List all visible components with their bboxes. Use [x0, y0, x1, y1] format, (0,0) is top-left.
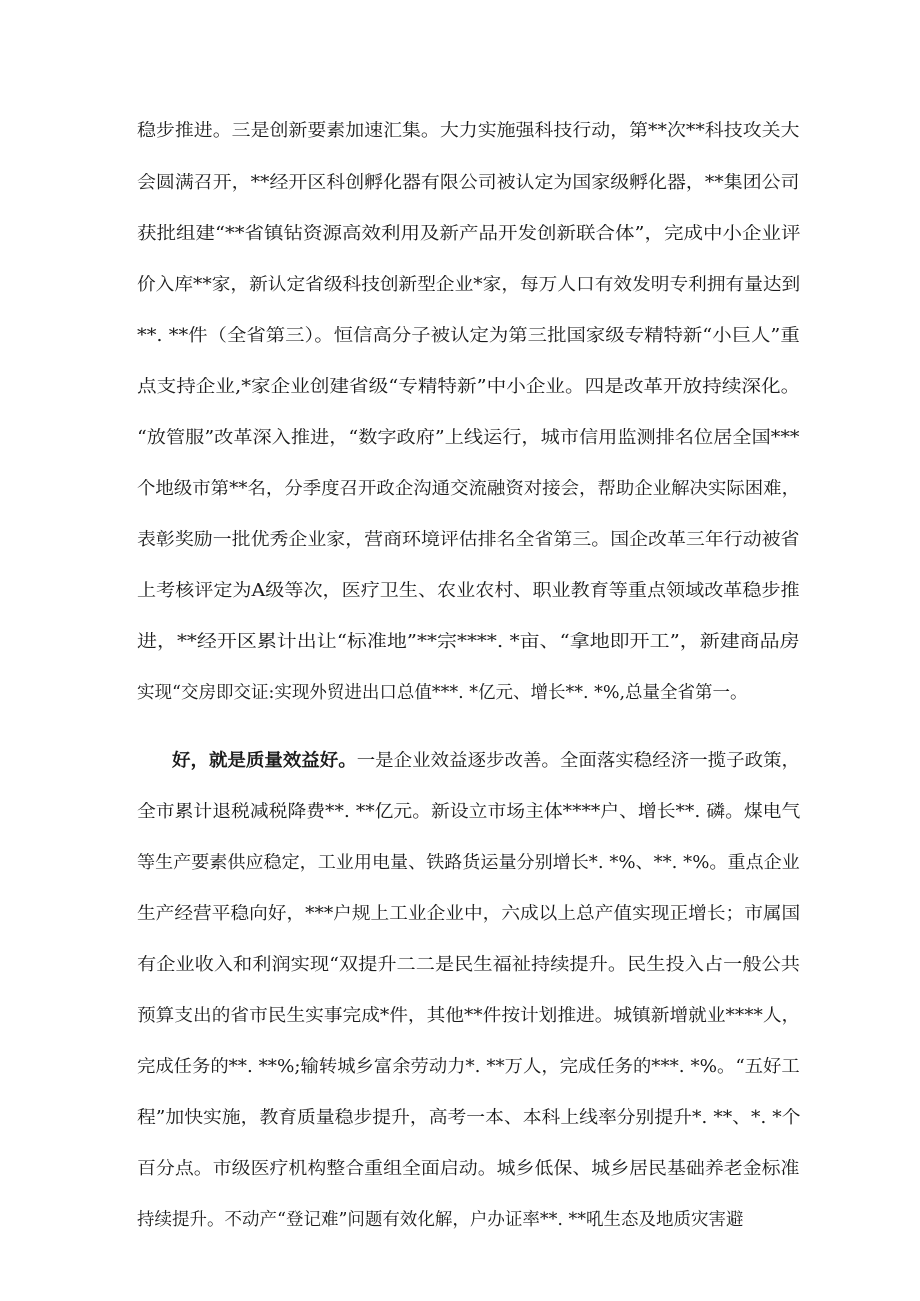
- paragraph-1-line-3: 获批组建“**省镇钻资源高效利用及新产品开发创新联合体”，完成中小企业评: [137, 224, 801, 244]
- paragraph-1-line-2: 会圆满召开，**经开区科创孵化器有限公司被认定为国家级孵化器，**集团公司: [137, 173, 800, 193]
- paragraph-2-line-2: 全市累计退税减税降费**. **亿元。新设立市场主体****户、增长**. 磷。煤电气: [137, 802, 801, 822]
- paragraph-1-line-4: 价入库**家，新认定省级科技创新型企业*家，每万人口有效发明专利拥有量达到: [137, 275, 801, 295]
- paragraph-1-line-6: 点支持企业,*家企业创建省级“专精特新”中小企业。四是改革开放持续深化。: [137, 377, 801, 397]
- paragraph-2-line-1: [172, 749, 800, 773]
- paragraph-1-line-10: 上考核评定为A级等次，医疗卫生、农业农村、职业教育等重点领域改革稳步推: [137, 581, 800, 601]
- paragraph-2-line-8: 程”加快实施，教育质量稳步提升，高考一本、本科上线率分别提升*. **、*. *个: [137, 1108, 801, 1128]
- paragraph-1-line-8: 个地级市第**名，分季度召开政企沟通交流融资对接会，帮助企业解决实际困难，: [137, 479, 801, 499]
- paragraph-2-line-4: 生产经营平稳向好，***户规上工业企业中，六成以上总产值实现正增长；市属国: [137, 904, 801, 924]
- paragraph-2-line-5: 有企业收入和利润实现“双提升二二是民生福祉持续提升。民生投入占一般公共: [137, 955, 800, 975]
- paragraph-2-line-6: 预算支出的省市民生实事完成*件，其他**件按计划推进。城镇新增就业****人，: [137, 1006, 801, 1026]
- paragraph-1-line-12: 实现“交房即交证:实现外贸进出口总值***. *亿元、增长**. *%,总量全省第一。: [137, 683, 748, 703]
- paragraph-2-line-10: 持续提升。不动产“登记难”问题有效化解，户办证率**. **吼生态及地质灾害避: [137, 1210, 744, 1230]
- paragraph-1-line-5: **. **件（全省第三）。恒信高分子被认定为第三批国家级专精特新“小巨人”重: [137, 326, 800, 346]
- paragraph-1-line-7: “放管服”改革深入推进，“数字政府”上线运行，城市信用监测排名位居全国***: [137, 428, 800, 448]
- paragraph-2-line-3: 等生产要素供应稳定，工业用电量、铁路货运量分别增长*. *%、**. *%。重点企业: [137, 853, 800, 873]
- paragraph-2-lead-heading: 好，就是质量效益好。: [172, 751, 357, 771]
- paragraph-1-line-1: 稳步推进。三是创新要素加速汇集。大力实施强科技行动，第**次**科技攻关大: [137, 121, 800, 141]
- paragraph-1-line-11: 进，**经开区累计出让“标准地”**宗****. *亩、“拿地即开工”，新建商品房: [137, 632, 800, 652]
- paragraph-2-line-1-rest: 一是企业效益逐步改善。全面落实稳经济一揽子政策，: [356, 751, 801, 771]
- paragraph-1-line-9: 表彰奖励一批优秀企业家，营商环境评估排名全省第三。国企改革三年行动被省: [137, 530, 800, 550]
- paragraph-2-line-7: 完成任务的**. **%;输转城乡富余劳动力*. **万人，完成任务的***. *%。“五好工: [137, 1057, 800, 1077]
- paragraph-2-line-9: 百分点。市级医疗机构整合重组全面启动。城乡低保、城乡居民基础养老金标准: [137, 1159, 800, 1179]
